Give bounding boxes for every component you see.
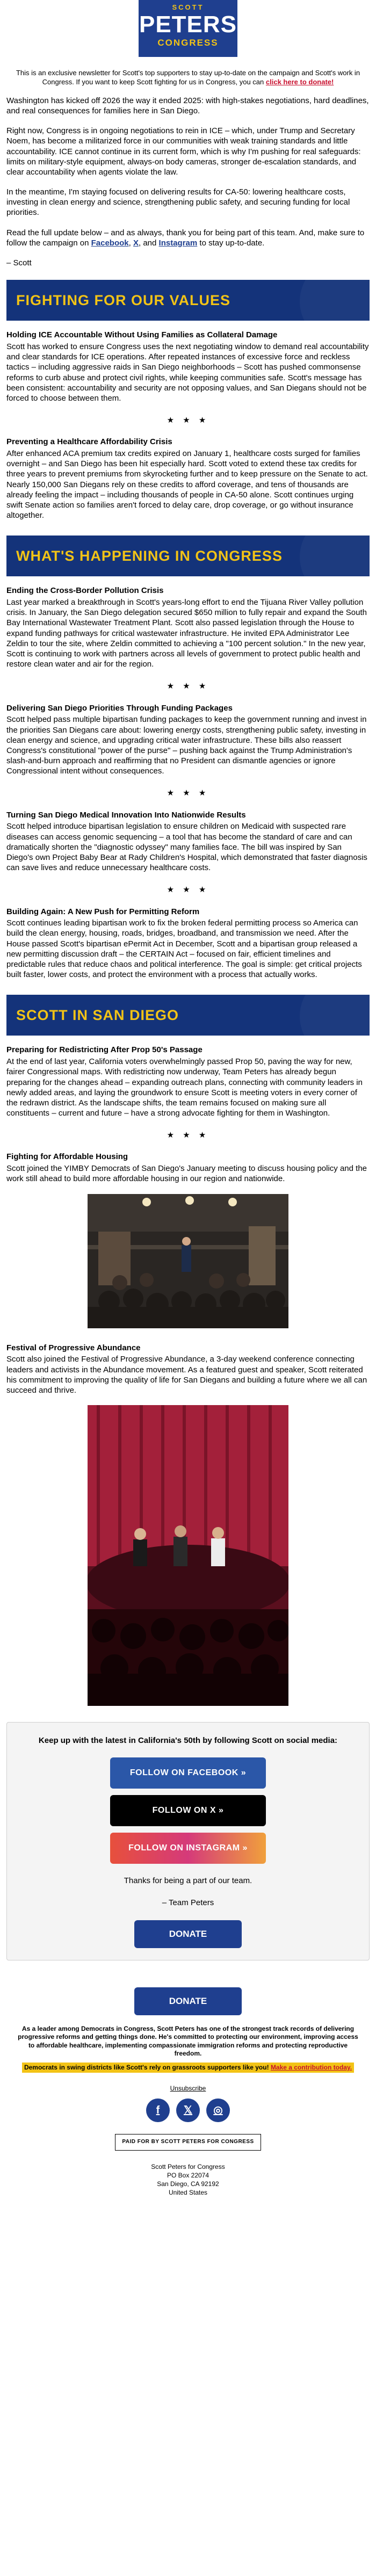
section-banner-sandiego: SCOTT IN SAN DIEGO	[6, 995, 370, 1036]
facebook-link[interactable]: Facebook	[91, 238, 129, 248]
intro-note	[13, 69, 363, 87]
article-body: Scott continues leading bipartisan work to fix the broken federal permitting process so America can build the clean energy, housing, roads, bridges, broadband, and transmission we need. After the House passed Scott's bipartisan ePermit Act in December, Scott and a bipartisan group released a new permitting discussion draft – the CERTAIN Act – focused on fair, efficient timelines and predictable rules that reduce chaos and political interference. The goal is simple: get critical projects built faster, lower costs, and protect the environment with a process that actually works.	[6, 918, 362, 980]
article-prop50	[6, 1045, 370, 1118]
article-title: Preparing for Redistricting After Prop 50's Passage	[6, 1045, 203, 1055]
campaign-logo	[139, 0, 237, 57]
article-abundance	[6, 1343, 370, 1396]
contribution-callout	[22, 2063, 354, 2073]
contribution-text: Democrats in swing districts like Scott's rely on grassroots supporters like you!	[24, 2064, 269, 2072]
address-line: San Diego, CA 92192	[157, 2180, 219, 2188]
article-pollution	[6, 586, 370, 669]
about-text: As a leader among Democrats in Congress, Scott Peters has one of the strongest track records of delivering progressive reforms and getting things done. He's committed to protecting our environment, improving access to affordable healthcare, implementing compassionate immigration reforms and protecting reproductive freedom.	[18, 2024, 358, 2058]
article-title: Ending the Cross-Border Pollution Crisis	[6, 586, 164, 596]
contribution-link[interactable]: Make a contribution today.	[270, 2064, 352, 2072]
article-body: Scott helped introduce bipartisan legislation to ensure children on Medicaid with suspected rare diseases can access genomic sequencing – a tool that has become the standard of care and can dramatically shorten the "diagnostic odyssey" many families face. The bill was inspired by San Diego's own Project Baby Bear at Rady Children's Hospital, which demonstrated that faster diagnosis can save lives and reduce unnecessary healthcare costs.	[6, 822, 367, 873]
intro-paragraph-4	[6, 228, 370, 248]
section-banner-values: FIGHTING FOR OUR VALUES	[6, 280, 370, 321]
article-permitting	[6, 907, 370, 980]
unsubscribe-link[interactable]: Unsubscribe	[170, 2085, 206, 2093]
follow-x-button[interactable]: FOLLOW ON X »	[110, 1795, 266, 1826]
footer	[0, 1987, 376, 2197]
photo-housing-meeting	[88, 1194, 288, 1328]
thanks-text: Thanks for being a part of our team.	[124, 1876, 252, 1886]
address-line: PO Box 22074	[167, 2171, 209, 2179]
social-title: Keep up with the latest in California's 50th by following Scott on social media:	[38, 1736, 338, 1746]
instagram-link[interactable]: Instagram	[158, 238, 198, 248]
mailing-address	[6, 2162, 370, 2197]
footer-donate-button[interactable]: DONATE	[134, 1987, 242, 2015]
donate-button[interactable]: DONATE	[134, 1920, 242, 1948]
article-body: Scott has worked to ensure Congress uses the next negotiating window to demand real accountability and clear standards for ICE operations. After repeated instances of excessive force and reckless tactics – including aggressive raids in San Diego neighborhoods – Scott has pushed commonsense reforms to curb abuse and protect civil rights, while keeping communities safe. Scott's message has been consistent: accountability and security are not opposing values, and San Diegans should not be forced to choose between them.	[6, 342, 369, 403]
twitter-icon[interactable]: 𝕏	[176, 2099, 200, 2122]
star-divider: ★ ★ ★	[167, 1131, 209, 1140]
address-line: United States	[168, 2189, 208, 2197]
article-body: Last year marked a breakthrough in Scott's years-long effort to end the Tijuana River Valley pollution crisis. In January, the San Diego delegation secured $650 million to fully repair and expand the South Bay International Wastewater Treatment Plant. Scott also passed legislation through the House to expand funding pathways for critical wastewater infrastructure. He invited EPA Administrator Lee Zeldin to tour the site, where Zeldin committed to achieving a "100 percent solution." In the new year, Scott is continuing to work with partners across all levels of government to protect public health and restore clean water and air for the region.	[6, 598, 367, 669]
signature: – Scott	[6, 258, 32, 268]
newsletter-body	[0, 69, 376, 1960]
social-icons	[6, 2099, 370, 2122]
section-banner-congress: WHAT'S HAPPENING IN CONGRESS	[6, 536, 370, 576]
intro-paragraph-3: In the meantime, I'm staying focused on delivering results for CA-50: lowering healthcare costs, investing in clean energy and science, strengthening public safety, and securing funding for local priorities.	[6, 187, 350, 218]
star-divider: ★ ★ ★	[167, 682, 209, 691]
article-title: Holding ICE Accountable Without Using Families as Collateral Damage	[6, 330, 278, 340]
instagram-icon[interactable]: ◎	[206, 2099, 230, 2122]
address-line: Scott Peters for Congress	[151, 2162, 225, 2170]
follow-separator: , and	[139, 238, 157, 248]
intro-note-text: This is an exclusive newsletter for Scott's top supporters to stay up-to-date on the campaign and Scott's work in Congress. If you want to keep Scott fighting for us in Congress, you can	[16, 69, 360, 86]
logo-last-name: PETERS	[139, 11, 237, 38]
article-housing	[6, 1152, 370, 1184]
donate-link[interactable]: click here to donate!	[265, 77, 334, 86]
article-title: Turning San Diego Medical Innovation Into Nationwide Results	[6, 810, 246, 820]
facebook-icon[interactable]: f	[146, 2099, 170, 2122]
article-healthcare	[6, 437, 370, 520]
x-link[interactable]: X	[133, 238, 139, 248]
follow-separator: ,	[128, 238, 131, 248]
social-media-box	[6, 1722, 370, 1960]
article-title: Preventing a Healthcare Affordability Crisis	[6, 437, 172, 447]
article-ice	[6, 330, 370, 403]
unsubscribe-row	[6, 2085, 370, 2093]
article-medical	[6, 811, 370, 873]
intro-paragraph-2: Right now, Congress is in ongoing negotiations to rein in ICE – which, under Trump and Secretary Noem, has become a militarized force in our communities with weak training standards and little accountability. ICE cannot continue in its current form, which is why I'm pushing for real safeguards: limits on military-style equipment, always-on body cameras, stronger de-escalation standards, and clear accountability when agents violate the law.	[6, 126, 361, 177]
article-title: Delivering San Diego Priorities Through Funding Packages	[6, 703, 233, 713]
paid-for-disclaimer: PAID FOR BY SCOTT PETERS FOR CONGRESS	[115, 2134, 261, 2151]
article-body: Scott joined the YIMBY Democrats of San Diego's January meeting to discuss housing policy and the work still ahead to build more affordable housing in our region and nationwide.	[6, 1164, 367, 1184]
team-signature: – Team Peters	[162, 1898, 214, 1908]
star-divider: ★ ★ ★	[167, 885, 209, 895]
article-title: Fighting for Affordable Housing	[6, 1152, 128, 1162]
photo-festival-stage	[88, 1405, 288, 1706]
star-divider: ★ ★ ★	[167, 416, 209, 425]
article-body: Scott also joined the Festival of Progressive Abundance, a 3-day weekend conference connecting leaders and activists in the Abundance movement. As a featured guest and speaker, Scott reiterated his commitment to improving the quality of life for San Diegans and building a future where we all can succeed and thrive.	[6, 1355, 367, 1395]
article-body: Scott helped pass multiple bipartisan funding packages to keep the government running and invest in the priorities San Diegans care about: lowering energy costs, strengthening public safety, investing in clean energy and science, and upgrading critical water infrastructure. These bills also reassert Congress's constitutional "power of the purse" – pushing back against the Trump Administration's slash-and-burn approach and reaffirming that no President can dismantle agencies or ignore Congressional intent without consequences.	[6, 715, 367, 776]
follow-facebook-button[interactable]: FOLLOW ON FACEBOOK »	[110, 1757, 266, 1789]
article-title: Festival of Progressive Abundance	[6, 1343, 141, 1352]
article-body: At the end of last year, California voters overwhelmingly passed Prop 50, paving the way for new, fairer Congressional maps. With redistricting now underway, Team Peters has already begun preparing for the changes ahead – expanding outreach plans, connecting with community leaders in newly added areas, and laying the groundwork to ensure Scott is meeting voters in every corner of the redrawn district. As the landscape shifts, the team remains focused on making sure all constituents – current and future – have a strong advocate fighting for them in Washington.	[6, 1057, 363, 1118]
intro-paragraph-1: Washington has kicked off 2026 the way it ended 2025: with high-stakes negotiations, hard deadlines, and real consequences for families here in San Diego.	[6, 96, 369, 115]
article-body: After enhanced ACA premium tax credits expired on January 1, healthcare costs surged for families overnight – and San Diego has been hit especially hard. Scott voted to extend these tax credits for three years to prevent premiums from skyrocketing further and to keep pressure on the Senate to act. Nearly 150,000 San Diegans rely on these credits to afford coverage, and tens of thousands are already feeling the impact – including thousands of people in CA-50 alone. Scott continues urging swift Senate action so families aren't forced to delay care, drop coverage, or go without insurance altogether.	[6, 449, 368, 520]
article-title: Building Again: A New Push for Permitting Reform	[6, 907, 200, 916]
follow-text: Read the full update below – and as always, thank you for being part of this team. And, make sure to follow the campaign on	[6, 228, 365, 248]
article-funding	[6, 704, 370, 777]
logo-office: CONGRESS	[157, 37, 219, 48]
follow-text-end: to stay up-to-date.	[199, 238, 265, 248]
follow-instagram-button[interactable]: FOLLOW ON INSTAGRAM »	[110, 1833, 266, 1864]
logo-first-name: SCOTT	[172, 3, 204, 11]
star-divider: ★ ★ ★	[167, 788, 209, 798]
